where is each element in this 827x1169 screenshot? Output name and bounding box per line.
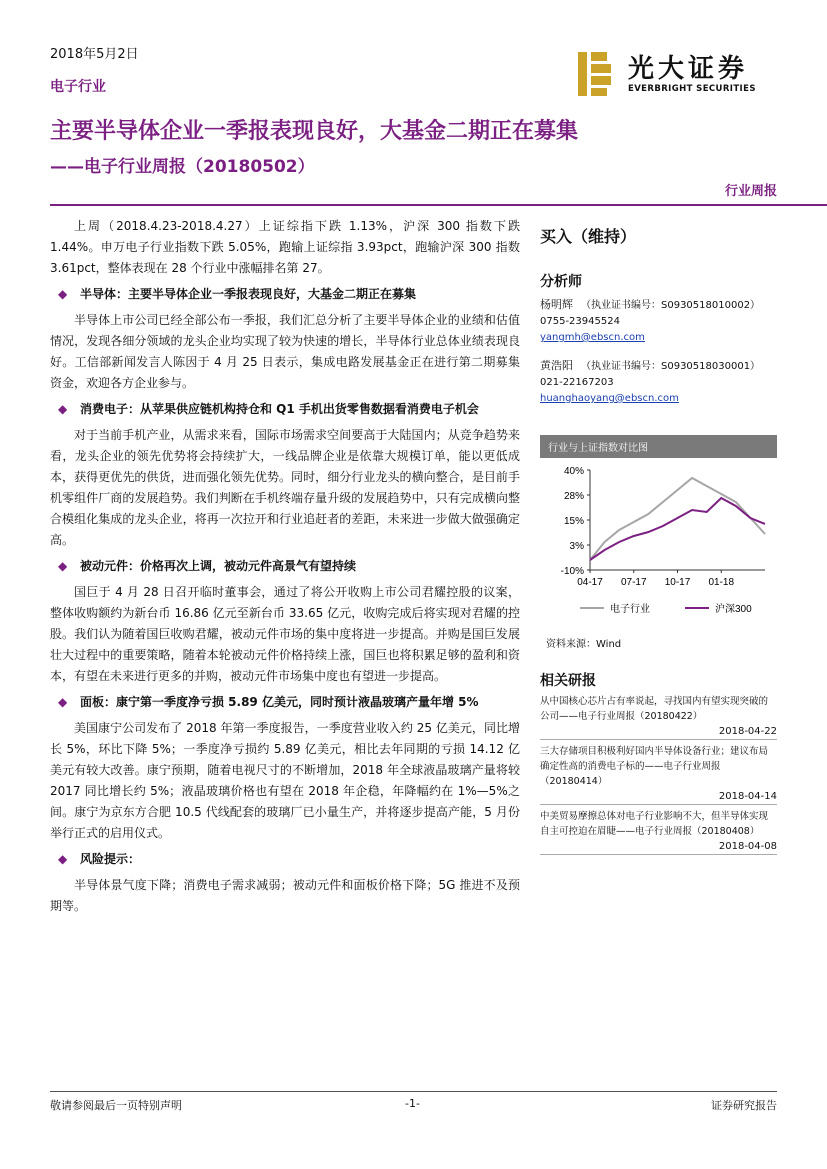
analysts-heading: 分析师 (540, 274, 582, 290)
analyst-cert: （执业证书编号：S0930518010002） (581, 300, 761, 311)
footer-disclaimer: 敬请参阅最后一页特别声明 (50, 1099, 182, 1112)
related-report-date: 2018-04-08 (540, 839, 777, 855)
analyst-email-link[interactable]: huanghaoyang@ebscn.com (540, 393, 679, 404)
report-title: 主要半导体企业一季报表现良好，大基金二期正在募集 (50, 119, 579, 144)
section-paragraph: 美国康宁公司发布了 2018 年第一季度报告，一季度营业收入约 25 亿美元，同比增长 5%，环比下降 5%；一季度净亏损约 5.89 亿美元，相比去年同期的亏损 14.12 亿美元有较大改善。康宁预期，随着电视尺寸的不断增加，2018 年全球液晶玻璃产量将较 2017 同比增长约 5%；液晶玻璃价格也有望在 2018 年企稳，年降幅约在 1%—5%之间。康宁为京东方合肥 10.5 代线配套的玻璃厂已小量生产，并将逐步提高产能，5 月份举行正式的启用仪式。 (50, 721, 520, 840)
diamond-bullet-icon: ◆ (58, 852, 68, 866)
analyst-phone: 0755-23945524 (540, 316, 620, 327)
analyst-block (540, 358, 777, 407)
section-heading: ◆ 半导体：主要半导体企业一季报表现良好，大基金二期正在募集 (50, 284, 520, 305)
section-paragraph: 半导体景气度下降；消费电子需求减弱；被动元件和面板价格下降；5G 推进不及预期等。 (50, 878, 520, 913)
report-type: 行业周报 (724, 184, 777, 199)
analyst-name: 杨明辉 (540, 298, 573, 311)
analyst-name: 黄浩阳 (540, 359, 573, 372)
analyst-email-link[interactable]: yangmh@ebscn.com (540, 332, 645, 343)
y-tick-label: 3% (569, 541, 584, 552)
brand-name-en: EVERBRIGHT SECURITIES (628, 84, 756, 94)
footer-label: 证券研究报告 (711, 1099, 777, 1112)
page-number: -1- (405, 1097, 420, 1110)
everbright-logo-icon (578, 52, 618, 96)
x-tick-label: 04-17 (577, 577, 603, 588)
y-tick-label: 15% (563, 516, 584, 527)
industry-label: 电子行业 (50, 79, 106, 95)
y-tick-label: 28% (563, 491, 584, 502)
diamond-bullet-icon: ◆ (58, 559, 68, 573)
related-heading: 相关研报 (540, 673, 596, 689)
y-tick-label: -10% (560, 566, 584, 577)
chart-title: 行业与上证指数对比图 (540, 435, 777, 458)
section-paragraph: 半导体上市公司已经全部公布一季报，我们汇总分析了主要半导体企业的业绩和估值情况，发现各细分领域的龙头企业均实现了较为快速的增长，半导体行业总体业绩表现良好。工信部新闻发言人陈因于 4 月 25 日表示，集成电路发展基金正在进行第二期募集资金，欢迎各方企业参与。 (50, 313, 520, 390)
diamond-bullet-icon: ◆ (58, 695, 68, 709)
diamond-bullet-icon: ◆ (58, 287, 68, 301)
section-paragraph: 对于当前手机产业，从需求来看，国际市场需求空间要高于大陆国内；从竞争趋势来看，龙头企业的领先优势将会持续扩大，一线品牌企业是依靠大规模订单，能以更低成本，获得更优先的供货，进而强化领先优势。同时，细分行业龙头的横向整合，是目前手机零组件厂商的发展趋势。我们判断在手机终端存量升级的发展趋势中，只有完成横向整合模组化集成的龙头企业，将再一次拉开和行业追赶者的差距，未来进一步做大做强确定高。 (50, 428, 520, 547)
sidebar (540, 216, 777, 855)
header-divider (50, 204, 827, 206)
related-report-title[interactable]: 三大存储项目积极利好国内半导体设备行业；建议布局确定性高的消费电子标的——电子行业周报（20180414） (540, 746, 769, 787)
section-paragraph: 国巨于 4 月 28 日召开临时董事会，通过了将公开收购上市公司君耀控股的议案，整体收购额约为新台币 16.86 亿元至新台币 33.65 亿元，收购完成后将实现对君耀的控股。我们认为随着国巨收购君耀，被动元件市场的集中度将进一步提高。并购是国巨发展壮大过程中的重要策略，随着本轮被动元件价格持续上涨，国巨也将积累足够的盈利和资本，有望在未来进行更多的并购，被动元件市场集中度也有望进一步提高。 (50, 585, 520, 683)
related-report-title[interactable]: 从中国核心芯片占有率说起，寻找国内有望实现突破的公司——电子行业周报（20180422） (540, 696, 769, 722)
footer-divider (50, 1091, 777, 1092)
related-report-date: 2018-04-22 (540, 724, 777, 740)
main-body (50, 216, 520, 917)
analyst-cert: （执业证书编号：S0930518030001） (581, 361, 761, 372)
analyst-phone: 021-22167203 (540, 377, 614, 388)
section-heading: ◆ 消费电子：从苹果供应链机构持仓和 Q1 手机出货零售数据看消费电子机会 (50, 399, 520, 420)
line-chart (540, 458, 777, 630)
intro-paragraph: 上周（2018.4.23-2018.4.27）上证综指下跌 1.13%，沪深 300 指数下跌 1.44%。申万电子行业指数下跌 5.05%，跑输上证综指 3.93pct，跑输沪深 300 指数 3.61pct，整体表现在 28 个行业中涨幅排名第 27。 (50, 219, 520, 275)
x-tick-label: 10-17 (664, 577, 691, 588)
report-subtitle: ——电子行业周报（20180502） (50, 157, 315, 177)
series-line-csi300 (590, 498, 765, 560)
chart-source: 资料来源：Wind (546, 639, 622, 650)
analyst-block (540, 297, 777, 346)
legend-label: 电子行业 (610, 604, 650, 615)
y-tick-label: 40% (563, 466, 584, 477)
section-heading: ◆ 面板：康宁第一季度净亏损 5.89 亿美元，同时预计液晶玻璃产量年增 5% (50, 692, 520, 713)
diamond-bullet-icon: ◆ (58, 402, 68, 416)
x-tick-label: 07-17 (620, 577, 647, 588)
related-report-title[interactable]: 中美贸易摩擦总体对电子行业影响不大，但半导体实现自主可控迫在眉睫——电子行业周报（20180408） (540, 811, 769, 837)
brand-name: 光大证券 (628, 54, 749, 84)
section-heading: ◆ 被动元件：价格再次上调，被动元件高景气有望持续 (50, 556, 520, 577)
report-date: 2018年5月2日 (50, 47, 139, 62)
related-report-date: 2018-04-14 (540, 789, 777, 805)
rating: 买入（维持） (540, 227, 637, 246)
x-tick-label: 01-18 (708, 577, 735, 588)
legend-label: 沪深300 (715, 604, 752, 615)
section-heading: ◆ 风险提示： (50, 849, 520, 870)
related-list (540, 694, 777, 855)
index-chart (540, 435, 777, 650)
